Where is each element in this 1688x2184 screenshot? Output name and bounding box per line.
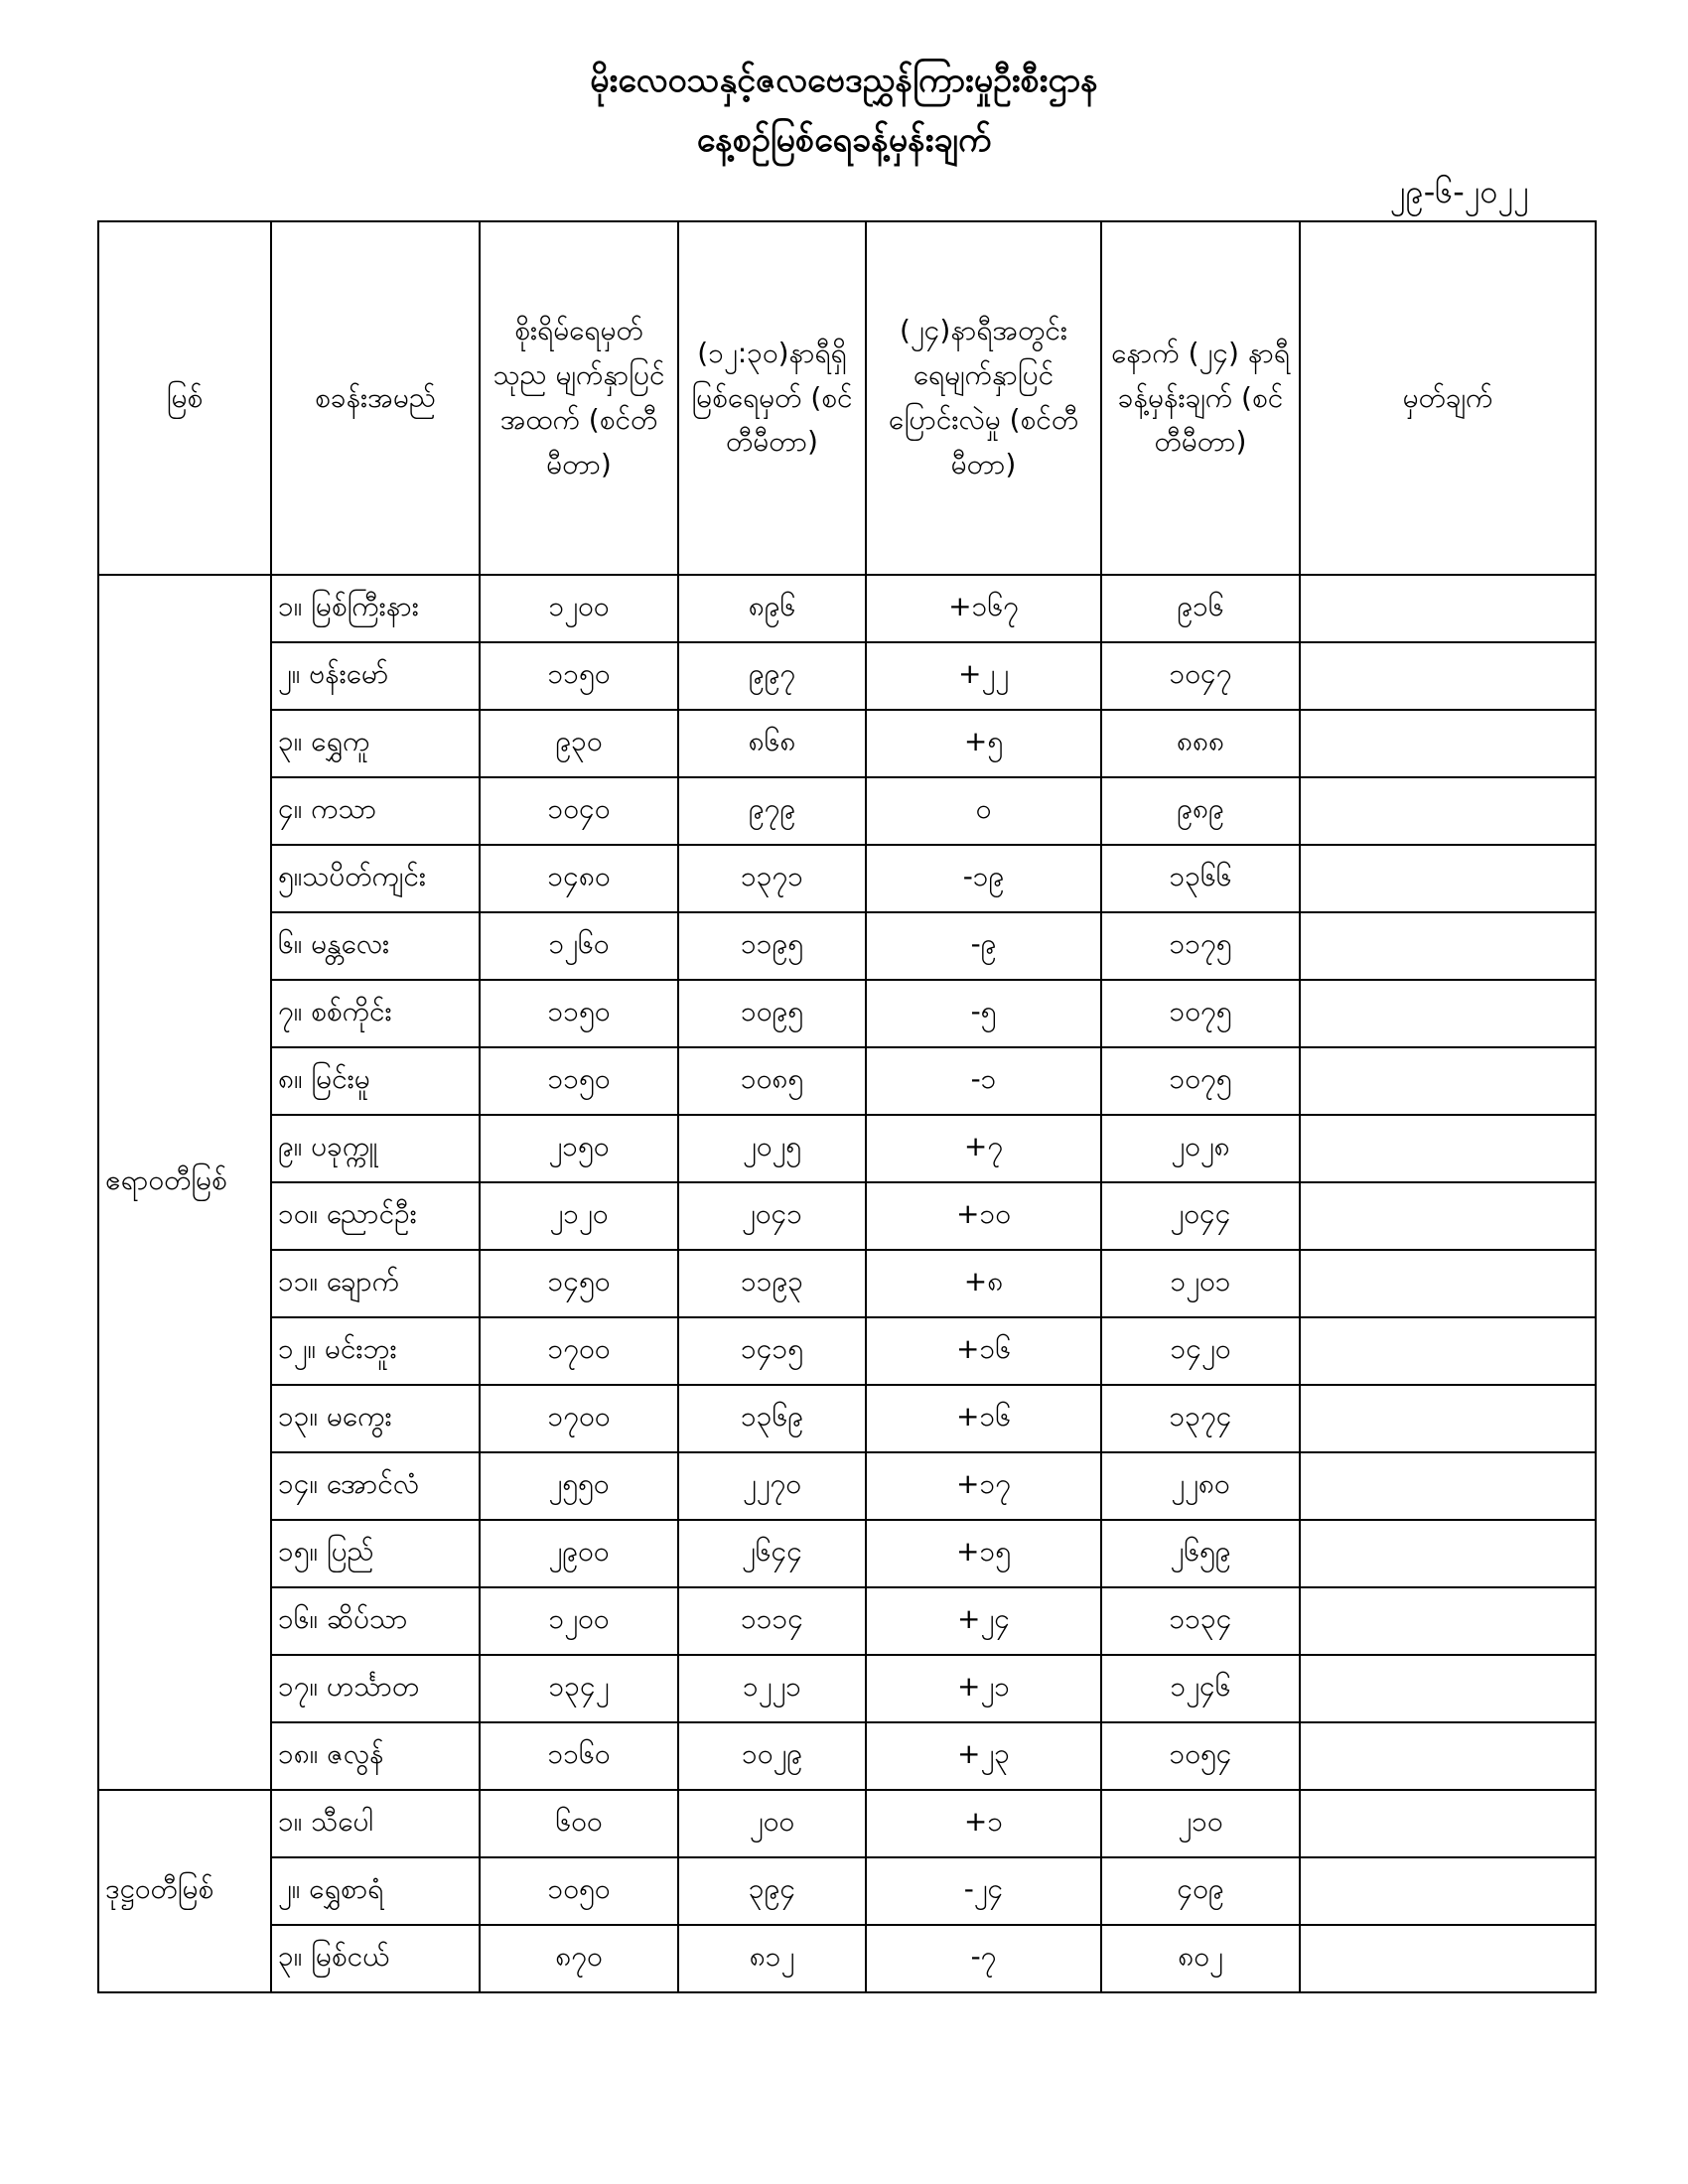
- danger-level-cell: ၁၇၀၀: [480, 1385, 678, 1452]
- water-level-cell: ၈၆၈: [678, 710, 866, 777]
- danger-level-cell: ၈၇၀: [480, 1925, 678, 1992]
- change-cell: +၁၇: [866, 1452, 1101, 1520]
- station-cell: ၁၆။ ဆိပ်သာ: [271, 1587, 480, 1655]
- station-cell: ၈။ မြင်းမူ: [271, 1047, 480, 1115]
- water-level-cell: ၂၀၀: [678, 1790, 866, 1857]
- column-header-river: မြစ်: [98, 221, 271, 575]
- water-level-cell: ၁၀၂၉: [678, 1722, 866, 1790]
- water-level-cell: ၂၂၇၀: [678, 1452, 866, 1520]
- water-level-cell: ၁၁၉၅: [678, 912, 866, 980]
- remarks-cell: [1300, 1182, 1596, 1250]
- table-row: [98, 845, 1596, 912]
- column-header-remarks: မှတ်ချက်: [1300, 221, 1596, 575]
- danger-level-cell: ၁၁၆၀: [480, 1722, 678, 1790]
- report-title: နေ့စဉ်မြစ်ရေခန့်မှန်းချက်: [696, 120, 992, 160]
- forecast-cell: ၁၀၄၇: [1101, 642, 1300, 710]
- forecast-cell: ၁၀၇၅: [1101, 980, 1300, 1047]
- column-header-forecast: နောက် (၂၄) နာရီ ခန့်မှန်းချက် (စင်တီမီတာ): [1101, 221, 1300, 575]
- remarks-cell: [1300, 575, 1596, 642]
- change-cell: +၁၅: [866, 1520, 1101, 1587]
- change-cell: -၁: [866, 1047, 1101, 1115]
- remarks-cell: [1300, 1250, 1596, 1317]
- table-row: [98, 1925, 1596, 1992]
- water-level-cell: ၂၀၄၁: [678, 1182, 866, 1250]
- change-cell: +၂၄: [866, 1587, 1101, 1655]
- danger-level-cell: ၁၇၀၀: [480, 1317, 678, 1385]
- remarks-cell: [1300, 1520, 1596, 1587]
- remarks-cell: [1300, 1385, 1596, 1452]
- table-row: [98, 1655, 1596, 1722]
- remarks-cell: [1300, 1722, 1596, 1790]
- change-cell: +၁၆: [866, 1385, 1101, 1452]
- change-cell: +၂၁: [866, 1655, 1101, 1722]
- forecast-cell: ၈၈၈: [1101, 710, 1300, 777]
- river-name: ဒုဋ္ဌဝတီမြစ်: [98, 1790, 271, 1992]
- forecast-cell: ၈၀၂: [1101, 1925, 1300, 1992]
- table-row: [98, 1587, 1596, 1655]
- river-forecast-table: [97, 220, 1597, 1993]
- forecast-cell: ၂၁၀: [1101, 1790, 1300, 1857]
- danger-level-cell: ၁၁၅၀: [480, 980, 678, 1047]
- danger-level-cell: ၁၃၄၂: [480, 1655, 678, 1722]
- forecast-cell: ၁၁၃၄: [1101, 1587, 1300, 1655]
- remarks-cell: [1300, 1452, 1596, 1520]
- water-level-cell: ၃၉၄: [678, 1857, 866, 1925]
- forecast-cell: ၉၈၉: [1101, 777, 1300, 845]
- change-cell: +၁: [866, 1790, 1101, 1857]
- table-row: [98, 1385, 1596, 1452]
- danger-level-cell: ၁၄၈၀: [480, 845, 678, 912]
- station-cell: ၃။ မြစ်ငယ်: [271, 1925, 480, 1992]
- table-row: [98, 1520, 1596, 1587]
- danger-level-cell: ၁၀၅၀: [480, 1857, 678, 1925]
- danger-level-cell: ၁၄၅၀: [480, 1250, 678, 1317]
- station-cell: ၁။ သီပေါ: [271, 1790, 480, 1857]
- table-row: [98, 1115, 1596, 1182]
- station-cell: ၁၃။ မကွေး: [271, 1385, 480, 1452]
- water-level-cell: ၁၁၁၄: [678, 1587, 866, 1655]
- water-level-cell: ၂၀၂၅: [678, 1115, 866, 1182]
- remarks-cell: [1300, 1317, 1596, 1385]
- column-header-water-level: (၁၂:၃၀)နာရီရှိ မြစ်ရေမှတ် (စင်တီမီတာ): [678, 221, 866, 575]
- water-level-cell: ၁၃၇၁: [678, 845, 866, 912]
- danger-level-cell: ၆၀၀: [480, 1790, 678, 1857]
- change-cell: -၁၉: [866, 845, 1101, 912]
- table-row: [98, 980, 1596, 1047]
- station-cell: ၅။သပိတ်ကျင်း: [271, 845, 480, 912]
- table-row: [98, 1722, 1596, 1790]
- water-level-cell: ၉၉၇: [678, 642, 866, 710]
- water-level-cell: ၁၁၉၃: [678, 1250, 866, 1317]
- danger-level-cell: ၂၁၂၀: [480, 1182, 678, 1250]
- forecast-cell: ၁၃၆၆: [1101, 845, 1300, 912]
- river-name: ဧရာဝတီမြစ်: [98, 575, 271, 1790]
- column-header-danger-level: စိုးရိမ်ရေမှတ် သုည မျက်နှာပြင် အထက် (စင်တီမီတာ): [480, 221, 678, 575]
- table-row: [98, 1452, 1596, 1520]
- station-cell: ၆။ မန္တလေး: [271, 912, 480, 980]
- forecast-cell: ၁၀၅၄: [1101, 1722, 1300, 1790]
- water-level-cell: ၁၀၉၅: [678, 980, 866, 1047]
- forecast-cell: ၂၂၈၀: [1101, 1452, 1300, 1520]
- change-cell: +၈: [866, 1250, 1101, 1317]
- remarks-cell: [1300, 642, 1596, 710]
- forecast-cell: ၂၆၅၉: [1101, 1520, 1300, 1587]
- table-row: [98, 1317, 1596, 1385]
- remarks-cell: [1300, 710, 1596, 777]
- table-body: [98, 575, 1596, 1992]
- danger-level-cell: ၂၁၅၀: [480, 1115, 678, 1182]
- water-level-cell: ၁၃၆၉: [678, 1385, 866, 1452]
- forecast-cell: ၁၀၇၅: [1101, 1047, 1300, 1115]
- station-cell: ၂။ ဗန်းမော်: [271, 642, 480, 710]
- change-cell: +၂၃: [866, 1722, 1101, 1790]
- station-cell: ၁၂။ မင်းဘူး: [271, 1317, 480, 1385]
- forecast-cell: ၉၁၆: [1101, 575, 1300, 642]
- change-cell: -၇: [866, 1925, 1101, 1992]
- danger-level-cell: ၁၂၀၀: [480, 1587, 678, 1655]
- change-cell: ၀: [866, 777, 1101, 845]
- table-row: [98, 575, 1596, 642]
- change-cell: +၂၂: [866, 642, 1101, 710]
- column-header-change: (၂၄)နာရီအတွင်း ရေမျက်နှာပြင် ပြောင်းလဲမှု (စင်တီမီတာ): [866, 221, 1101, 575]
- station-cell: ၁၀။ ညောင်ဦး: [271, 1182, 480, 1250]
- remarks-cell: [1300, 912, 1596, 980]
- danger-level-cell: ၉၃၀: [480, 710, 678, 777]
- water-level-cell: ၈၉၆: [678, 575, 866, 642]
- station-cell: ၁၁။ ချောက်: [271, 1250, 480, 1317]
- report-date: ၂၉-၆-၂၀၂၂: [1390, 173, 1529, 210]
- change-cell: -၅: [866, 980, 1101, 1047]
- danger-level-cell: ၂၅၅၀: [480, 1452, 678, 1520]
- station-cell: ၃။ ရွှေကူ: [271, 710, 480, 777]
- table-row: [98, 642, 1596, 710]
- change-cell: -၂၄: [866, 1857, 1101, 1925]
- table-row: [98, 710, 1596, 777]
- table-row: [98, 1047, 1596, 1115]
- forecast-cell: ၄၀၉: [1101, 1857, 1300, 1925]
- forecast-cell: ၁၃၇၄: [1101, 1385, 1300, 1452]
- danger-level-cell: ၂၉၀၀: [480, 1520, 678, 1587]
- remarks-cell: [1300, 1587, 1596, 1655]
- forecast-cell: ၁၄၂၀: [1101, 1317, 1300, 1385]
- remarks-cell: [1300, 1790, 1596, 1857]
- station-cell: ၁၇။ ဟင်္သာတ: [271, 1655, 480, 1722]
- water-level-cell: ၁၀၈၅: [678, 1047, 866, 1115]
- remarks-cell: [1300, 1857, 1596, 1925]
- station-cell: ၇။ စစ်ကိုင်း: [271, 980, 480, 1047]
- remarks-cell: [1300, 980, 1596, 1047]
- change-cell: +၁၆၇: [866, 575, 1101, 642]
- station-cell: ၁၈။ ဇလွန်: [271, 1722, 480, 1790]
- remarks-cell: [1300, 1047, 1596, 1115]
- danger-level-cell: ၁၂၆၀: [480, 912, 678, 980]
- danger-level-cell: ၁၀၄၀: [480, 777, 678, 845]
- change-cell: -၉: [866, 912, 1101, 980]
- forecast-cell: ၂၀၂၈: [1101, 1115, 1300, 1182]
- remarks-cell: [1300, 1655, 1596, 1722]
- danger-level-cell: ၁၁၅၀: [480, 642, 678, 710]
- remarks-cell: [1300, 1925, 1596, 1992]
- table-row: [98, 777, 1596, 845]
- table-row: [98, 1790, 1596, 1857]
- remarks-cell: [1300, 1115, 1596, 1182]
- table-row: [98, 1182, 1596, 1250]
- forecast-cell: ၂၀၄၄: [1101, 1182, 1300, 1250]
- remarks-cell: [1300, 777, 1596, 845]
- danger-level-cell: ၁၁၅၀: [480, 1047, 678, 1115]
- office-title: မိုးလေဝသနှင့်ဇလဗေဒညွှန်ကြားမှုဦးစီးဌာန: [590, 61, 1098, 100]
- station-cell: ၉။ ပခုက္ကူ: [271, 1115, 480, 1182]
- water-level-cell: ၁၄၁၅: [678, 1317, 866, 1385]
- water-level-cell: ၉၇၉: [678, 777, 866, 845]
- water-level-cell: ၁၂၂၁: [678, 1655, 866, 1722]
- column-header-station: စခန်းအမည်: [271, 221, 480, 575]
- change-cell: +၁၆: [866, 1317, 1101, 1385]
- change-cell: +၁၀: [866, 1182, 1101, 1250]
- station-cell: ၄။ ကသာ: [271, 777, 480, 845]
- change-cell: +၇: [866, 1115, 1101, 1182]
- water-level-cell: ၂၆၄၄: [678, 1520, 866, 1587]
- station-cell: ၁။ မြစ်ကြီးနား: [271, 575, 480, 642]
- header-row: [98, 221, 1596, 575]
- forecast-cell: ၁၂၀၁: [1101, 1250, 1300, 1317]
- change-cell: +၅: [866, 710, 1101, 777]
- station-cell: ၂။ ရွှေစာရံ: [271, 1857, 480, 1925]
- danger-level-cell: ၁၂၀၀: [480, 575, 678, 642]
- water-level-cell: ၈၁၂: [678, 1925, 866, 1992]
- remarks-cell: [1300, 845, 1596, 912]
- table-row: [98, 912, 1596, 980]
- table-row: [98, 1857, 1596, 1925]
- table-row: [98, 1250, 1596, 1317]
- station-cell: ၁၄။ အောင်လံ: [271, 1452, 480, 1520]
- station-cell: ၁၅။ ပြည်: [271, 1520, 480, 1587]
- forecast-cell: ၁၂၄၆: [1101, 1655, 1300, 1722]
- forecast-cell: ၁၁၇၅: [1101, 912, 1300, 980]
